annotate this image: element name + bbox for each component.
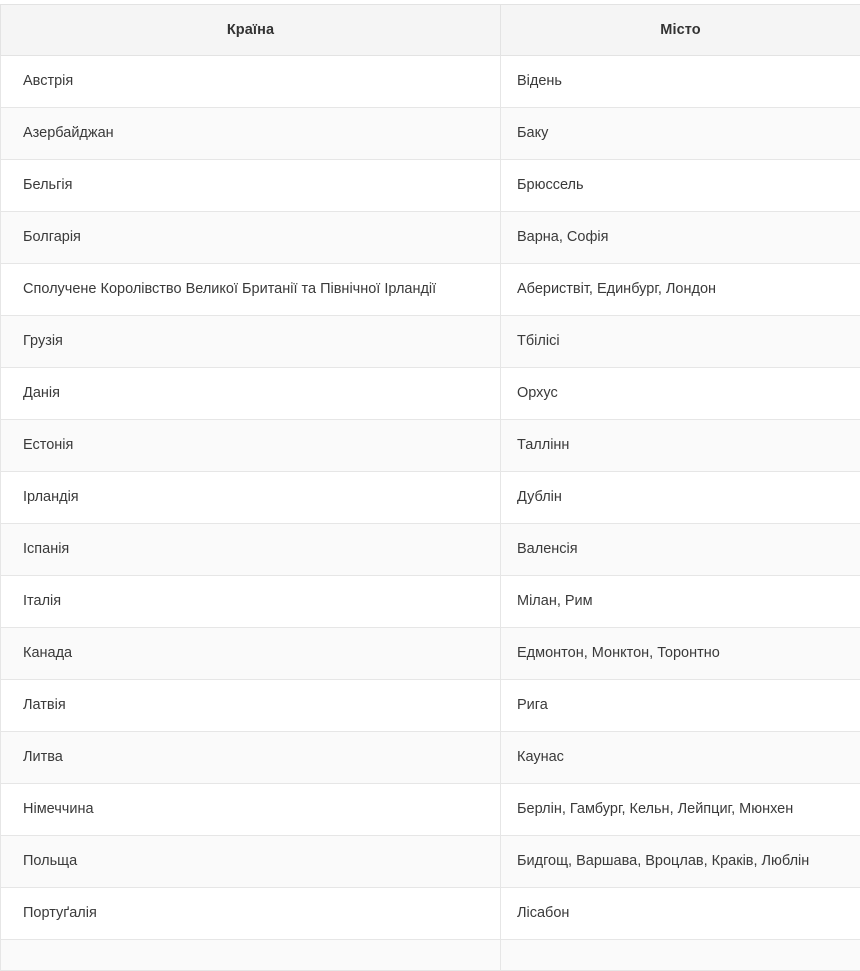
table-row [1,836,860,888]
table-row [1,420,860,472]
cell-country: Грузія [1,316,501,368]
table-row [1,732,860,784]
cell-city: Бидгощ, Варшава, Вроцлав, Краків, Люблін [501,836,860,888]
table-row [1,784,860,836]
cell-country: Латвія [1,680,501,732]
cell-city: Тбілісі [501,316,860,368]
cell-city: Валенсія [501,524,860,576]
cell-country: Польща [1,836,501,888]
cell-city: Мілан, Рим [501,576,860,628]
cell-city: Берлін, Гамбург, Кельн, Лейпциг, Мюнхен [501,784,860,836]
cell-country: Сполучене Королівство Великої Британії та Північної Ірландії [1,264,501,316]
cell-country: Ірландія [1,472,501,524]
cell-city: Лісабон [501,888,860,940]
cell-city: Брюссель [501,160,860,212]
cell-country: Данія [1,368,501,420]
cell-country: Литва [1,732,501,784]
table-row [1,316,860,368]
cell-city: Дублін [501,472,860,524]
cell-city: Відень [501,56,860,108]
cell-country: Канада [1,628,501,680]
table-row [1,940,860,971]
cell-city: Орхус [501,368,860,420]
table-row [1,212,860,264]
cell-country: Іспанія [1,524,501,576]
cell-city: Баку [501,108,860,160]
table-header-row [1,5,860,56]
table-row [1,680,860,732]
table-row [1,160,860,212]
table-row [1,888,860,940]
cell-country [1,940,501,971]
cell-country: Бельгія [1,160,501,212]
table-row [1,524,860,576]
table-row [1,108,860,160]
cell-country: Естонія [1,420,501,472]
table-row [1,368,860,420]
table-row [1,264,860,316]
country-city-table [0,4,860,971]
cell-city: Рига [501,680,860,732]
cell-city: Едмонтон, Монктон, Торонтно [501,628,860,680]
column-header-city: Місто [501,5,860,56]
table-row [1,472,860,524]
table-row [1,56,860,108]
table-row [1,576,860,628]
table-header [1,5,860,56]
cell-country: Азербайджан [1,108,501,160]
cell-city: Абериствіт, Единбург, Лондон [501,264,860,316]
table-body [1,56,860,971]
cell-city: Таллінн [501,420,860,472]
cell-country: Німеччина [1,784,501,836]
cell-country: Італія [1,576,501,628]
cell-country: Австрія [1,56,501,108]
cell-country: Портуґалія [1,888,501,940]
cell-country: Болгарія [1,212,501,264]
cell-city [501,940,860,971]
column-header-country: Країна [1,5,501,56]
table-row [1,628,860,680]
cell-city: Варна, Софія [501,212,860,264]
cell-city: Каунас [501,732,860,784]
